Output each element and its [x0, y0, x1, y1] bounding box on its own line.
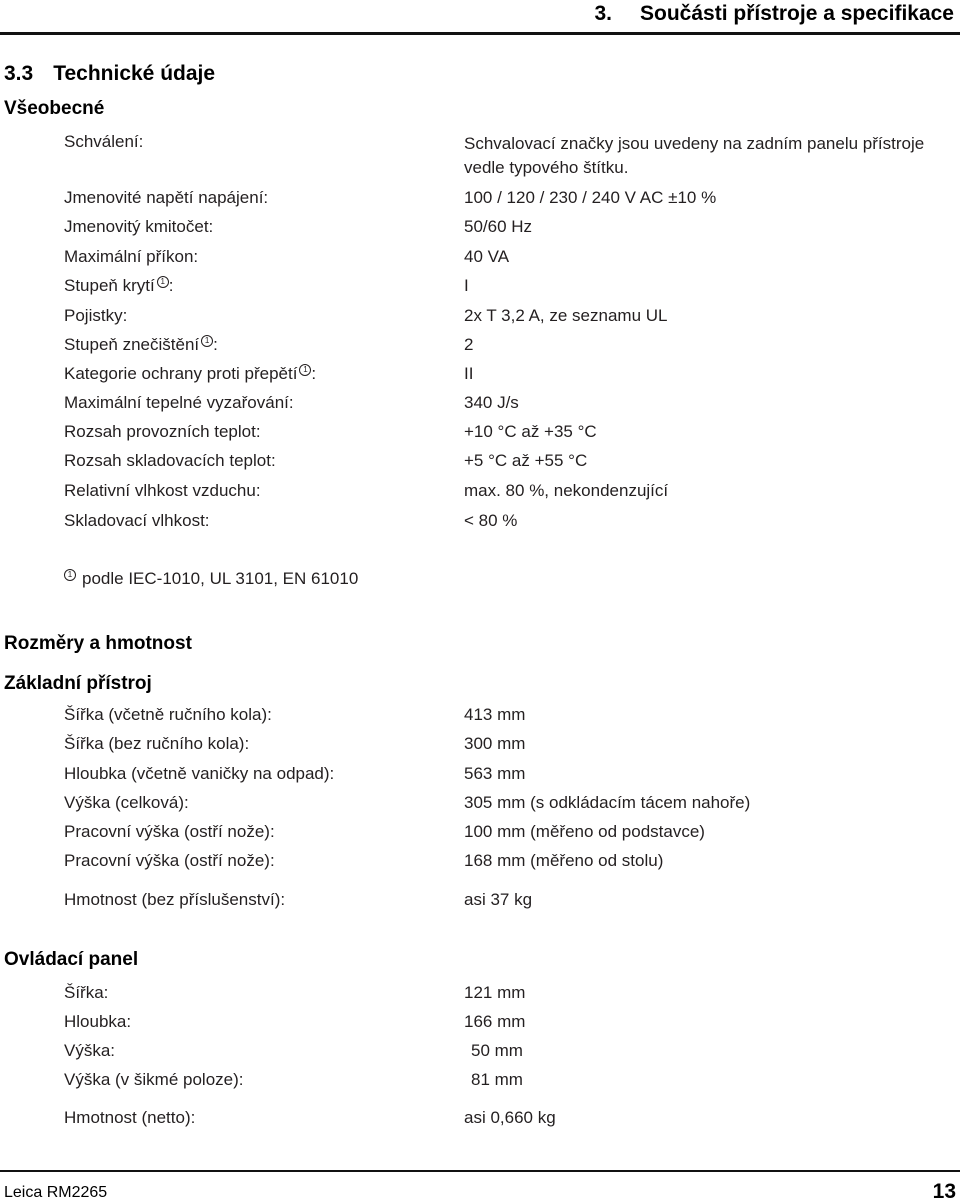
section-number: 3.3 — [4, 62, 34, 85]
spec-value: 563 mm — [464, 764, 526, 783]
spec-value: +10 °C až +35 °C — [464, 422, 597, 441]
general-heading: Všeobecné — [4, 98, 105, 119]
footnote — [62, 566, 358, 591]
spec-value: I — [464, 276, 469, 295]
spec-value: 300 mm — [464, 734, 526, 753]
footnote-mark: 1 — [157, 276, 169, 288]
spec-label: Pracovní výška (ostří nože): — [64, 851, 275, 870]
spec-label: Šířka (bez ručního kola): — [64, 734, 250, 753]
spec-label: Jmenovité napětí napájení: — [64, 188, 269, 207]
spec-value: asi 37 kg — [464, 890, 533, 909]
chapter-title: Součásti přístroje a specifikace — [640, 2, 954, 25]
chapter-number: 3. — [594, 2, 613, 25]
header-rule — [0, 32, 960, 35]
spec-value: 413 mm — [464, 705, 526, 724]
spec-value: 305 mm (s odkládacím tácem nahoře) — [464, 793, 751, 812]
spec-label: Maximální tepelné vyzařování: — [64, 393, 294, 412]
page-number: 13 — [932, 1180, 956, 1203]
spec-value: 121 mm — [464, 983, 526, 1002]
spec-label-text: Stupeň krytí — [64, 276, 155, 295]
spec-label: Hloubka (včetně vaničky na odpad): — [64, 764, 335, 783]
spec-label: Výška (celková): — [64, 793, 189, 812]
spec-value: 168 mm (měřeno od stolu) — [464, 851, 664, 870]
spec-label: Hmotnost (netto): — [64, 1108, 196, 1127]
spec-label: Výška (v šikmé poloze): — [64, 1070, 244, 1089]
spec-label: Jmenovitý kmitočet: — [64, 217, 214, 236]
spec-label: Skladovací vlhkost: — [64, 511, 210, 530]
spec-label: Šířka: — [64, 983, 109, 1002]
footnote-mark: 1 — [201, 335, 213, 347]
spec-value: 40 VA — [464, 247, 510, 266]
footnote-mark: 1 — [64, 569, 76, 581]
spec-label: Rozsah skladovacích teplot: — [64, 451, 276, 470]
spec-value: Schvalovací značky jsou uvedeny na zadním panelu přístroje vedle typového štítku. — [464, 134, 925, 177]
dimensions-heading: Rozměry a hmotnost — [4, 633, 192, 654]
spec-label: Relativní vlhkost vzduchu: — [64, 481, 261, 500]
label-colon: : — [311, 364, 317, 383]
spec-label-text: Stupeň znečištění — [64, 335, 200, 354]
chapter-header — [595, 2, 955, 26]
spec-label: Šířka (včetně ručního kola): — [64, 705, 272, 724]
spec-value: < 80 % — [464, 511, 518, 530]
spec-label: Hloubka: — [64, 1012, 132, 1031]
spec-value: asi 0,660 kg — [464, 1108, 556, 1127]
spec-value: 2 — [464, 335, 474, 354]
spec-value: max. 80 %, nekondenzující — [464, 481, 669, 500]
footer-product: Leica RM2265 — [4, 1184, 108, 1201]
footer-rule — [0, 1170, 960, 1172]
section-title-text: Technické údaje — [53, 62, 216, 85]
spec-label: Hmotnost (bez příslušenství): — [64, 890, 286, 909]
spec-label: Pracovní výška (ostří nože): — [64, 822, 275, 841]
spec-value: 50 mm — [471, 1041, 523, 1060]
label-colon: : — [213, 335, 218, 354]
control-panel-heading: Ovládací panel — [4, 949, 139, 970]
spec-value: 100 / 120 / 230 / 240 V AC ±10 % — [464, 188, 717, 207]
section-title — [4, 62, 215, 86]
spec-label: Schválení: — [64, 132, 144, 151]
spec-value: 2x T 3,2 A, ze seznamu UL — [464, 306, 668, 325]
spec-value: 81 mm — [471, 1070, 523, 1089]
spec-value: II — [464, 364, 474, 383]
spec-label: Rozsah provozních teplot: — [64, 422, 261, 441]
spec-label-with-footnote — [64, 364, 316, 384]
spec-value: 166 mm — [464, 1012, 526, 1031]
spec-value: +5 °C až +55 °C — [464, 451, 588, 470]
spec-label-text: Kategorie ochrany proti přepětí — [64, 364, 298, 383]
footnote-mark: 1 — [299, 364, 311, 376]
spec-value: 50/60 Hz — [464, 217, 533, 236]
spec-label: Pojistky: — [64, 306, 128, 325]
spec-label-with-footnote — [64, 335, 218, 355]
spec-label: Maximální příkon: — [64, 247, 199, 266]
footnote-text: podle IEC-1010, UL 3101, EN 61010 — [82, 569, 359, 588]
spec-label-with-footnote — [64, 276, 173, 296]
spec-value: 100 mm (měřeno od podstavce) — [464, 822, 705, 841]
spec-value: 340 J/s — [464, 393, 519, 412]
base-unit-heading: Základní přístroj — [4, 673, 152, 694]
label-colon: : — [168, 276, 174, 295]
spec-label: Výška: — [64, 1041, 116, 1060]
